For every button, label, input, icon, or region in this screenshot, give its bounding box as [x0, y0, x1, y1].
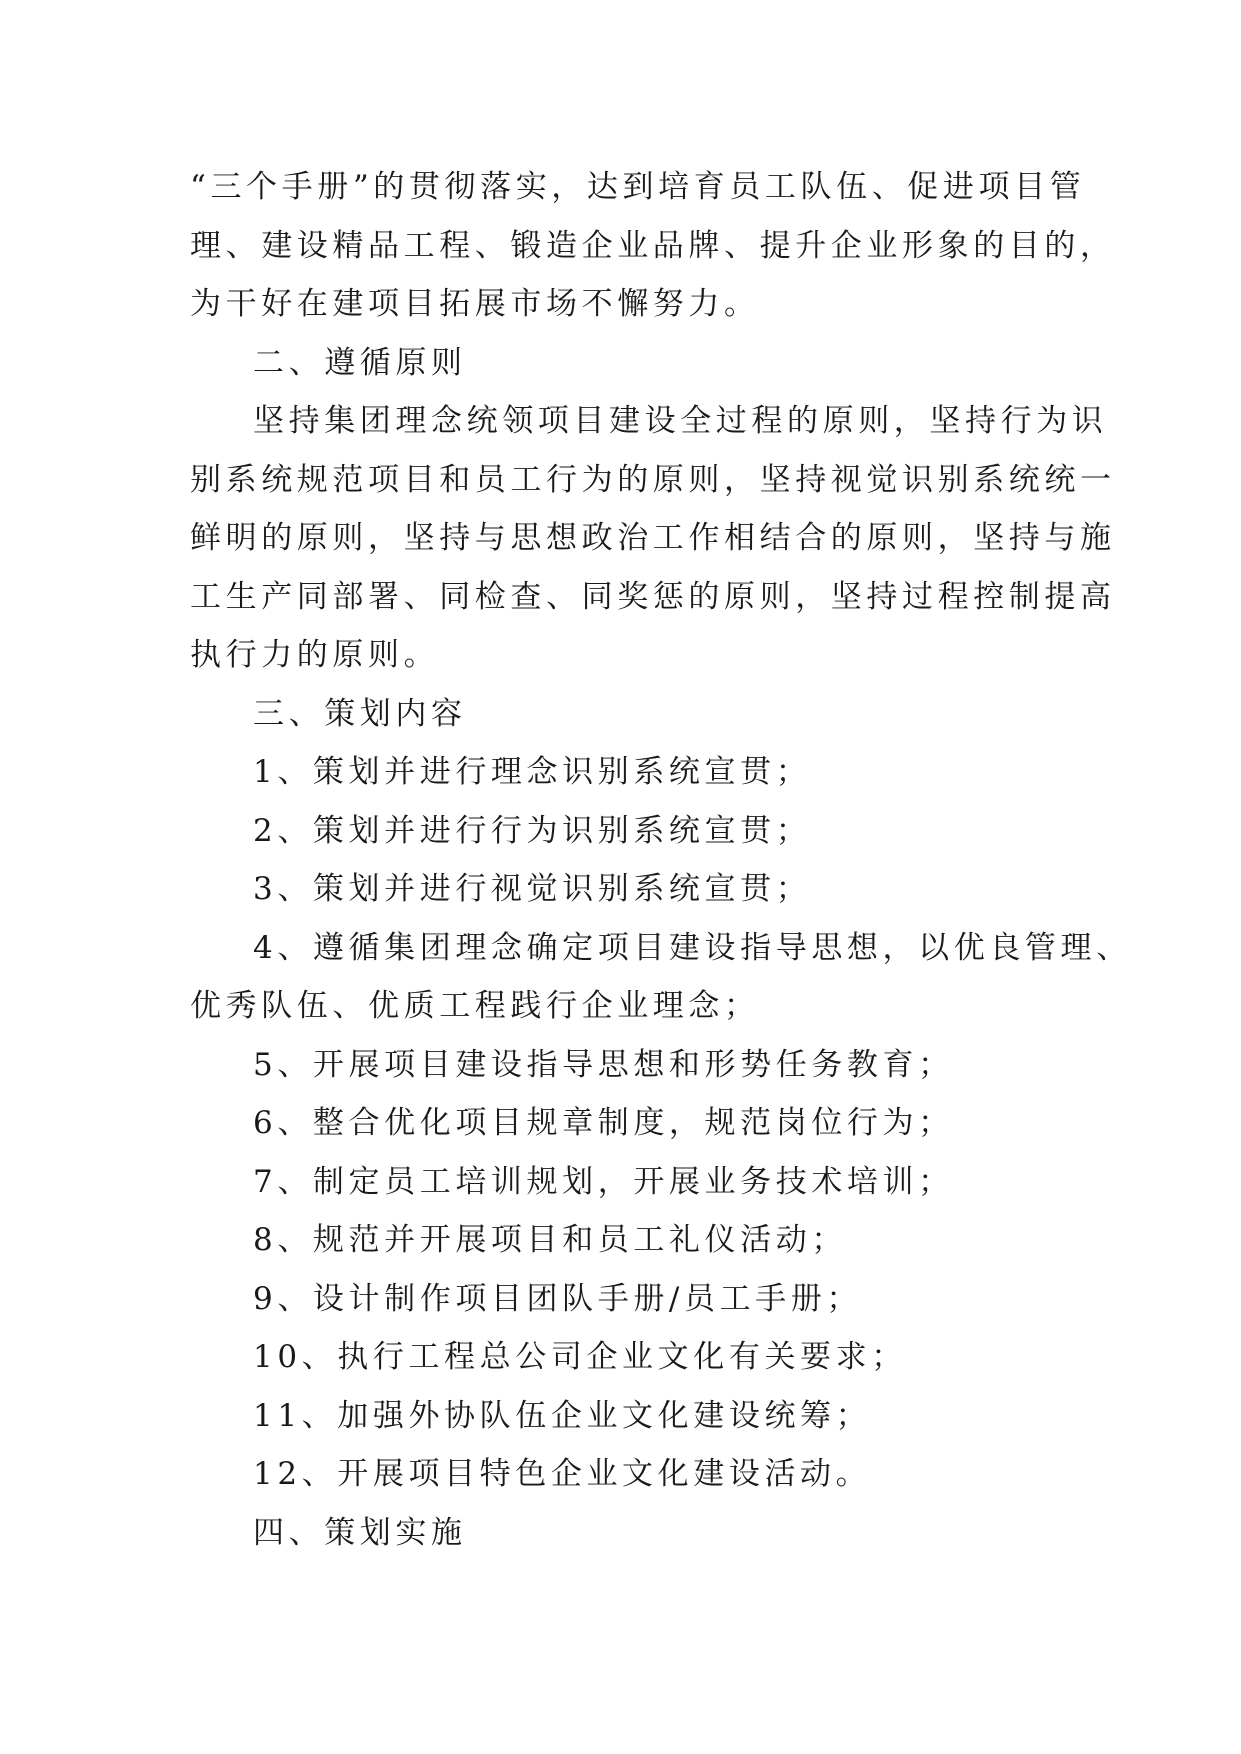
list-item: 6、整合优化项目规章制度，规范岗位行为； [253, 1105, 954, 1141]
list-item: 7、制定员工培训规划，开展业务技术培训； [253, 1163, 954, 1200]
list-item: 9、设计制作项目团队手册/员工手册； [253, 1280, 862, 1317]
list-item-continuation: 优秀队伍、优质工程践行企业理念； [190, 988, 760, 1024]
list-item: 11、加强外协队伍企业文化建设统筹； [253, 1397, 872, 1434]
list-item: 2、策划并进行行为识别系统宣贯； [253, 812, 812, 849]
list-item: 1、策划并进行理念识别系统宣贯； [253, 754, 812, 790]
text-line: 理、建设精品工程、锻造企业品牌、提升企业形象的目的， [190, 227, 1116, 264]
text-line: 别系统规范项目和员工行为的原则，坚持视觉识别系统统一 [190, 461, 1116, 498]
list-item: 5、开展项目建设指导思想和形势任务教育； [253, 1046, 954, 1083]
section-heading: 二、遵循原则 [253, 344, 467, 381]
text-line: 工生产同部署、同检查、同奖惩的原则，坚持过程控制提高 [190, 578, 1116, 615]
list-item: 3、策划并进行视觉识别系统宣贯； [253, 871, 812, 907]
section-heading: 四、策划实施 [253, 1514, 467, 1551]
list-item: 4、遵循集团理念确定项目建设指导思想，以优良管理、 [253, 929, 1132, 966]
list-item: 12、开展项目特色企业文化建设活动。 [253, 1456, 872, 1492]
list-item: 8、规范并开展项目和员工礼仪活动； [253, 1222, 847, 1258]
section-heading: 三、策划内容 [253, 695, 467, 732]
text-line: 执行力的原则。 [190, 637, 440, 673]
text-line: 为干好在建项目拓展市场不懈努力。 [190, 286, 760, 322]
document-body [190, 158, 1132, 1562]
text-line: 坚持集团理念统领项目建设全过程的原则，坚持行为识 [253, 403, 1108, 439]
text-line: 鲜明的原则，坚持与思想政治工作相结合的原则，坚持与施 [190, 520, 1116, 556]
list-item: 10、执行工程总公司企业文化有关要求； [253, 1339, 907, 1375]
text-line: “三个手册”的贯彻落实，达到培育员工队伍、促进项目管 [190, 169, 1086, 205]
